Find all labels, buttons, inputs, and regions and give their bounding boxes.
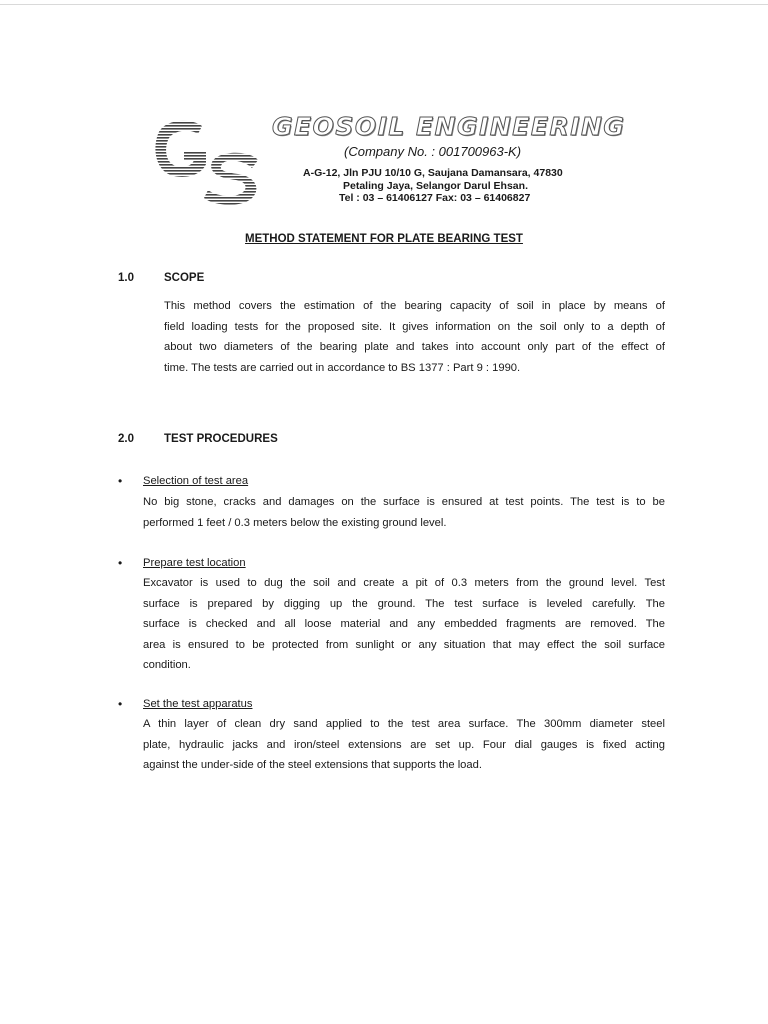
prepare-paragraph [143,573,665,676]
paragraph-line: A thin layer of clean dry sand applied to the test area surface. The 300mm diameter steel [143,718,665,730]
paragraph-line: surface is prepared by digging up the ground. The test surface is leveled carefully. The [143,597,665,610]
paragraph-line: time. The tests are carried out in accordance to BS 1377 : Part 9 : 1990. [164,361,521,374]
apparatus-paragraph [143,714,665,776]
paragraph-line: Excavator is used to dug the soil and create a pit of 0.3 meters from the ground level. Test [143,577,665,589]
subheading-selection-of-test-area: Selection of test area [143,475,249,487]
selection-paragraph [143,492,665,533]
paragraph-line: field loading tests for the proposed site. It gives information on the soil only to a depth of [164,320,665,333]
paragraph-line: condition. [143,659,191,671]
paragraph-line: surface is checked and all loose material and any embedded fragments are removed. The [143,618,665,630]
contact-line: Tel : 03 – 61406127 Fax: 03 – 61406827 [339,192,531,204]
paragraph-line: plate, hydraulic jacks and iron/steel extensions are set up. Four dial gauges is fixed acting [143,738,665,751]
paragraph-line: performed 1 feet / 0.3 meters below the existing ground level. [143,516,447,529]
section-title-test-procedures: TEST PROCEDURES [164,433,278,445]
paragraph-line: about two diameters of the bearing plate and takes into account only part of the effect of [164,341,665,353]
paragraph-line: area is ensured to be protected from sunlight or any situation that may effect the soil surface [143,638,665,651]
paragraph-line: This method covers the estimation of the bearing capacity of soil in place by means of [164,300,665,312]
bullet-mark: • [118,474,123,488]
section-title-scope: SCOPE [164,272,205,284]
address-line-1: A-G-12, Jln PJU 10/10 G, Saujana Damansara, 47830 [303,167,563,179]
company-logo [152,116,264,208]
company-number: (Company No. : 001700963-K) [344,144,522,159]
bullet-mark: • [118,556,123,570]
scope-paragraph [164,296,665,378]
section-number: 2.0 [118,433,134,445]
section-number: 1.0 [118,272,134,284]
document-title: METHOD STATEMENT FOR PLATE BEARING TEST [245,233,523,245]
scan-edge-line [0,4,768,5]
bullet-mark: • [118,697,123,711]
company-name: GEOSOIL ENGINEERING [272,112,626,141]
paragraph-line: No big stone, cracks and damages on the surface is ensured at test points. The test is to be [143,496,665,508]
subheading-set-the-test-apparatus: Set the test apparatus [143,698,253,710]
address-line-2: Petaling Jaya, Selangor Darul Ehsan. [343,180,528,192]
subheading-prepare-test-location: Prepare test location [143,557,246,569]
paragraph-line: against the under-side of the steel extensions that supports the load. [143,759,482,771]
